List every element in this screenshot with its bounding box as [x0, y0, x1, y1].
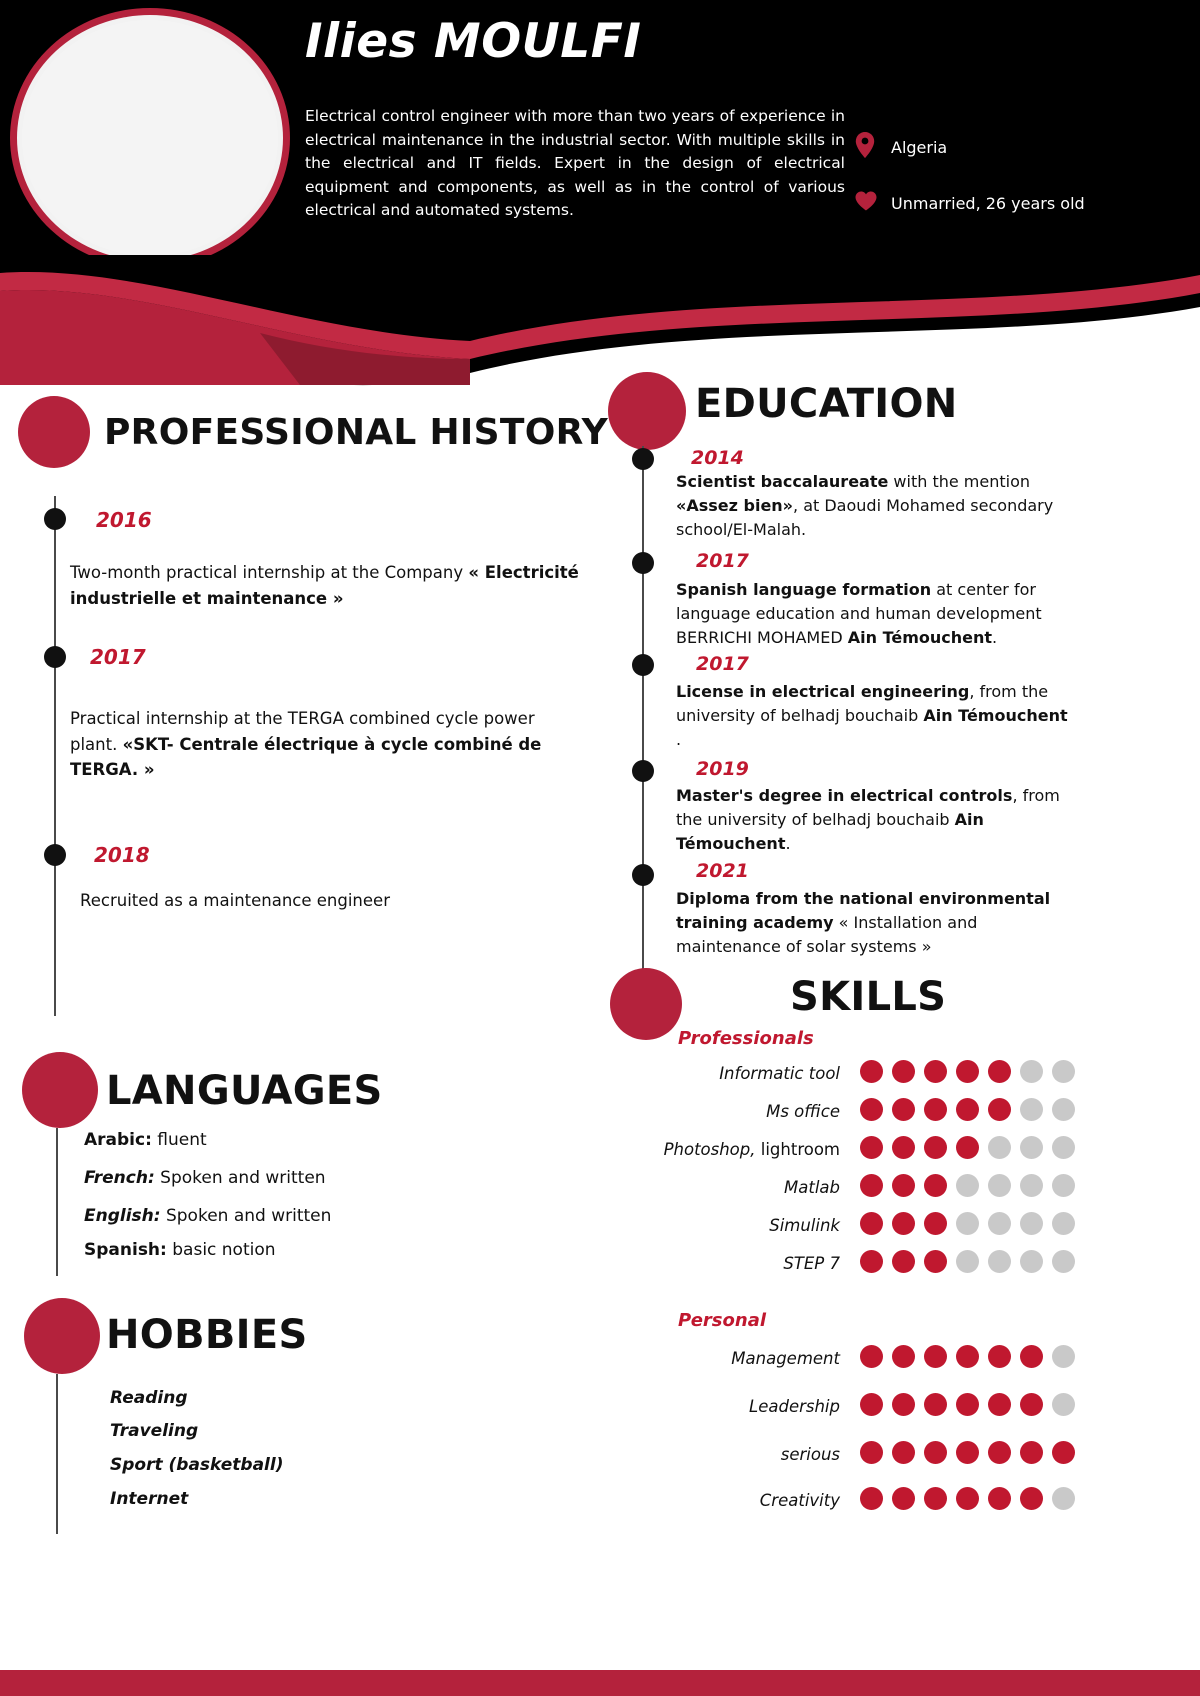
skill-label: Informatic tool — [719, 1064, 840, 1083]
education-year: 2019 — [696, 758, 749, 780]
education-bold-1: License in electrical engineering — [676, 682, 970, 701]
skill-rating — [860, 1136, 1075, 1159]
skills-group-title-personal: Personal — [678, 1310, 767, 1331]
avatar — [10, 8, 300, 278]
history-entry-text: Recruited as a maintenance engineer — [80, 891, 390, 910]
skill-label: Photoshop, lightroom — [663, 1140, 840, 1159]
contact-location-text: Algeria — [891, 138, 948, 157]
skill-row — [660, 1441, 1140, 1473]
education-bold-1: Diploma from the national environmental training academy — [676, 889, 1051, 932]
education-text-2: , at Daoudi Mohamed secondary school/El-Malah. — [676, 496, 1054, 539]
skill-label: serious — [780, 1445, 840, 1464]
contact-marital-text: Unmarried, 26 years old — [891, 194, 1085, 213]
education-year: 2017 — [696, 653, 749, 675]
skill-row — [660, 1136, 1140, 1168]
education-entry — [676, 680, 1076, 752]
section-title-professional-history: PROFESSIONAL HISTORY — [104, 412, 609, 453]
education-year: 2014 — [691, 447, 744, 469]
section-bubble-languages — [22, 1052, 98, 1128]
hobby-item: Internet — [110, 1489, 189, 1509]
education-year: 2021 — [696, 860, 749, 882]
heart-icon — [855, 191, 891, 216]
education-bold-1: Master's degree in electrical controls — [676, 786, 1013, 805]
education-bold-2: Ain Témouchent — [923, 706, 1068, 725]
skill-rating — [860, 1212, 1075, 1235]
profile-summary: Electrical control engineer with more than two years of experience in electrical maintenance in the industrial sector. With multiple skills in the electrical and IT fields. Expert in the design of electrical equipment and components, as well as in the control of various electrical and automated systems. — [305, 107, 845, 220]
history-entry — [80, 888, 580, 914]
hobbies-line — [56, 1374, 58, 1534]
section-bubble-professional-history — [18, 396, 90, 468]
education-text-1: at center for language education and human development BERRICHI MOHAMED — [676, 580, 1042, 647]
education-bold-1: Spanish language formation — [676, 580, 932, 599]
timeline-dot — [632, 654, 654, 676]
education-text-1: , from the university of belhadj bouchaib — [676, 682, 1049, 725]
skill-row — [660, 1212, 1140, 1244]
skill-row — [660, 1250, 1140, 1282]
education-text-1: with the mention — [888, 472, 1031, 491]
education-text-1: « Installation and maintenance of solar systems » — [676, 913, 978, 956]
timeline-line-left — [54, 496, 56, 1016]
education-bold-2: Ain Témouchent — [847, 628, 993, 647]
history-entry-bold: «SKT- Centrale électrique à cycle combiné de TERGA. » — [70, 734, 542, 780]
timeline-dot — [632, 552, 654, 574]
language-item: English: Spoken and written — [84, 1206, 332, 1226]
skill-label: Management — [731, 1349, 840, 1368]
skill-rating — [860, 1098, 1075, 1121]
history-year: 2016 — [96, 508, 152, 532]
hobby-item: Traveling — [110, 1421, 199, 1441]
skill-row — [660, 1060, 1140, 1092]
skill-label: Simulink — [769, 1216, 840, 1235]
skill-label: STEP 7 — [783, 1254, 840, 1273]
skill-rating — [860, 1345, 1075, 1368]
skill-label: Leadership — [749, 1397, 840, 1416]
header-wave-decoration — [0, 255, 1200, 385]
education-text-2: . — [992, 628, 998, 647]
section-bubble-education — [608, 372, 686, 450]
skills-group-title-professionals: Professionals — [678, 1028, 814, 1049]
footer-spacer — [0, 1660, 1200, 1670]
skill-row — [660, 1345, 1140, 1377]
section-title-languages: LANGUAGES — [106, 1068, 383, 1114]
skill-label: Creativity — [759, 1491, 840, 1510]
timeline-dot — [632, 448, 654, 470]
skill-rating — [860, 1487, 1075, 1510]
education-bold-1: Scientist baccalaureate — [676, 472, 889, 491]
hobby-item: Reading — [110, 1388, 188, 1408]
section-bubble-hobbies — [24, 1298, 100, 1374]
history-entry — [70, 560, 600, 611]
skill-rating — [860, 1250, 1075, 1273]
history-entry — [70, 706, 570, 783]
skill-rating — [860, 1060, 1075, 1083]
contact-location — [855, 132, 1175, 163]
skill-label: Matlab — [784, 1178, 840, 1197]
language-item: French: Spoken and written — [84, 1168, 326, 1188]
contact-block — [855, 132, 1175, 244]
education-entry — [676, 784, 1076, 856]
contact-marital — [855, 191, 1175, 216]
section-title-skills: SKILLS — [790, 974, 947, 1020]
education-entry — [676, 470, 1076, 542]
language-item: Spanish: basic notion — [84, 1240, 276, 1260]
hobby-item: Sport (basketball) — [110, 1455, 284, 1475]
language-item: Arabic: fluent — [84, 1130, 207, 1150]
education-entry — [676, 887, 1076, 959]
footer-accent-bar — [0, 1670, 1200, 1696]
timeline-dot — [44, 646, 66, 668]
education-text-2: . — [785, 834, 791, 853]
skill-row — [660, 1393, 1140, 1425]
education-text-1: , from the university of belhadj bouchaib — [676, 786, 1060, 829]
skill-rating — [860, 1441, 1075, 1464]
education-year: 2017 — [696, 550, 749, 572]
skill-label: Ms office — [766, 1102, 840, 1121]
skill-row — [660, 1174, 1140, 1206]
history-entry-text: Two-month practical internship at the Company — [70, 563, 469, 582]
education-bold-2: «Assez bien» — [676, 496, 794, 515]
history-entry-bold: « Electricité industrielle et maintenance » — [70, 563, 579, 608]
timeline-dot — [632, 864, 654, 886]
section-bubble-skills — [610, 968, 682, 1040]
skill-row — [660, 1487, 1140, 1519]
timeline-dot — [44, 508, 66, 530]
education-entry — [676, 578, 1076, 650]
section-title-hobbies: HOBBIES — [106, 1312, 308, 1358]
education-text-2: . — [676, 730, 682, 749]
skill-row — [660, 1098, 1140, 1130]
timeline-dot — [632, 760, 654, 782]
page-title: Ilies MOULFI — [305, 14, 642, 69]
timeline-line-right — [642, 446, 644, 998]
timeline-dot — [44, 844, 66, 866]
history-year: 2018 — [94, 843, 150, 867]
section-title-education: EDUCATION — [695, 381, 958, 427]
skill-rating — [860, 1393, 1075, 1416]
location-pin-icon — [855, 132, 891, 163]
avatar-photo — [22, 20, 278, 256]
education-bold-2: Ain Témouchent — [676, 810, 984, 853]
history-year: 2017 — [90, 645, 146, 669]
skill-rating — [860, 1174, 1075, 1197]
languages-line — [56, 1128, 58, 1276]
history-entry-text: Practical internship at the TERGA combined cycle power plant. — [70, 709, 535, 754]
